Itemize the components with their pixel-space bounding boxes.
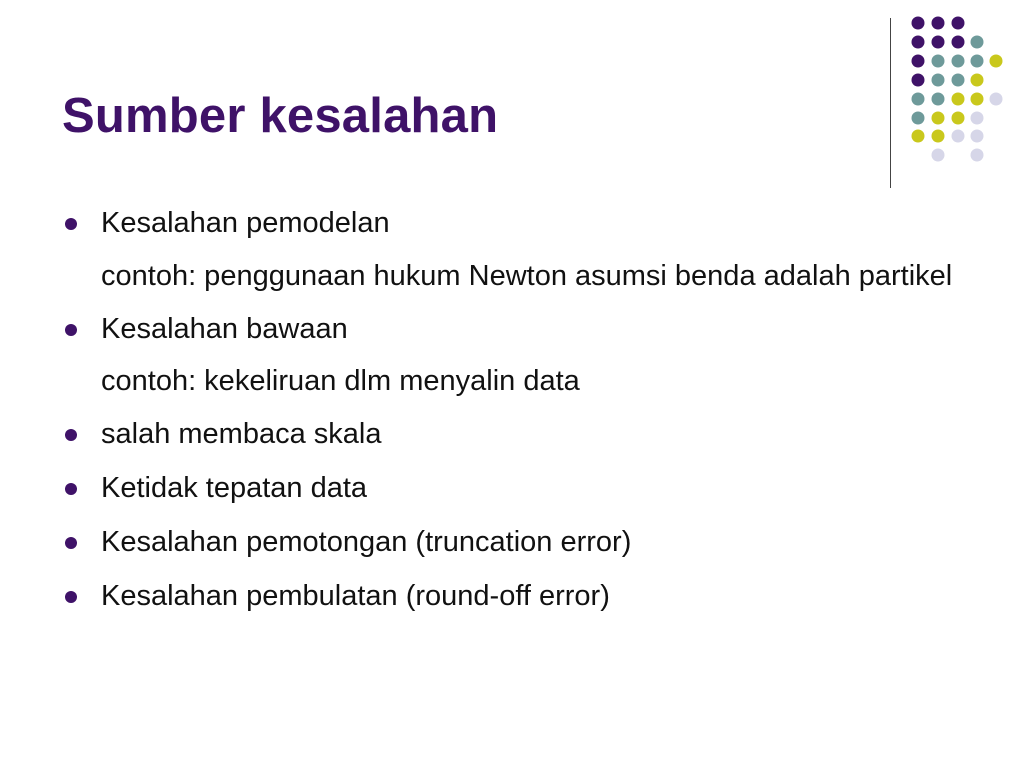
bullet-item: Ketidak tepatan data xyxy=(62,467,962,509)
dot xyxy=(952,17,965,30)
dot xyxy=(932,112,945,125)
dot xyxy=(912,74,925,87)
dot xyxy=(932,17,945,30)
bullet-item: Kesalahan pembulatan (round-off error) xyxy=(62,575,962,617)
dot xyxy=(932,130,945,143)
dot xyxy=(971,36,984,49)
sub-text: contoh: kekeliruan dlm menyalin data xyxy=(101,365,580,397)
dot xyxy=(912,36,925,49)
dot xyxy=(952,55,965,68)
dot xyxy=(952,130,965,143)
bullet-item: Kesalahan bawaan xyxy=(62,308,962,350)
bullet-item: Kesalahan pemotongan (truncation error) xyxy=(62,521,962,563)
dot xyxy=(971,74,984,87)
dot xyxy=(912,112,925,125)
dot xyxy=(932,74,945,87)
dot xyxy=(971,130,984,143)
bullet-item: Kesalahan pemodelan xyxy=(62,202,962,244)
dot xyxy=(912,93,925,106)
bullet-item: salah membaca skala xyxy=(62,413,962,455)
dot xyxy=(932,149,945,162)
dot xyxy=(990,55,1003,68)
dot xyxy=(932,36,945,49)
dot xyxy=(971,149,984,162)
dot xyxy=(952,93,965,106)
dot xyxy=(952,112,965,125)
dot xyxy=(912,17,925,30)
dot xyxy=(971,55,984,68)
dot xyxy=(932,55,945,68)
dot xyxy=(912,55,925,68)
slide-title: Sumber kesalahan xyxy=(62,89,499,143)
dot xyxy=(952,36,965,49)
dot xyxy=(932,93,945,106)
divider-line xyxy=(890,18,891,188)
dot xyxy=(912,130,925,143)
bullet-list xyxy=(62,200,962,617)
dot xyxy=(952,74,965,87)
dot xyxy=(990,93,1003,106)
dot xyxy=(971,112,984,125)
sub-text: contoh: penggunaan hukum Newton asumsi benda adalah partikel xyxy=(101,260,953,292)
dot xyxy=(971,93,984,106)
